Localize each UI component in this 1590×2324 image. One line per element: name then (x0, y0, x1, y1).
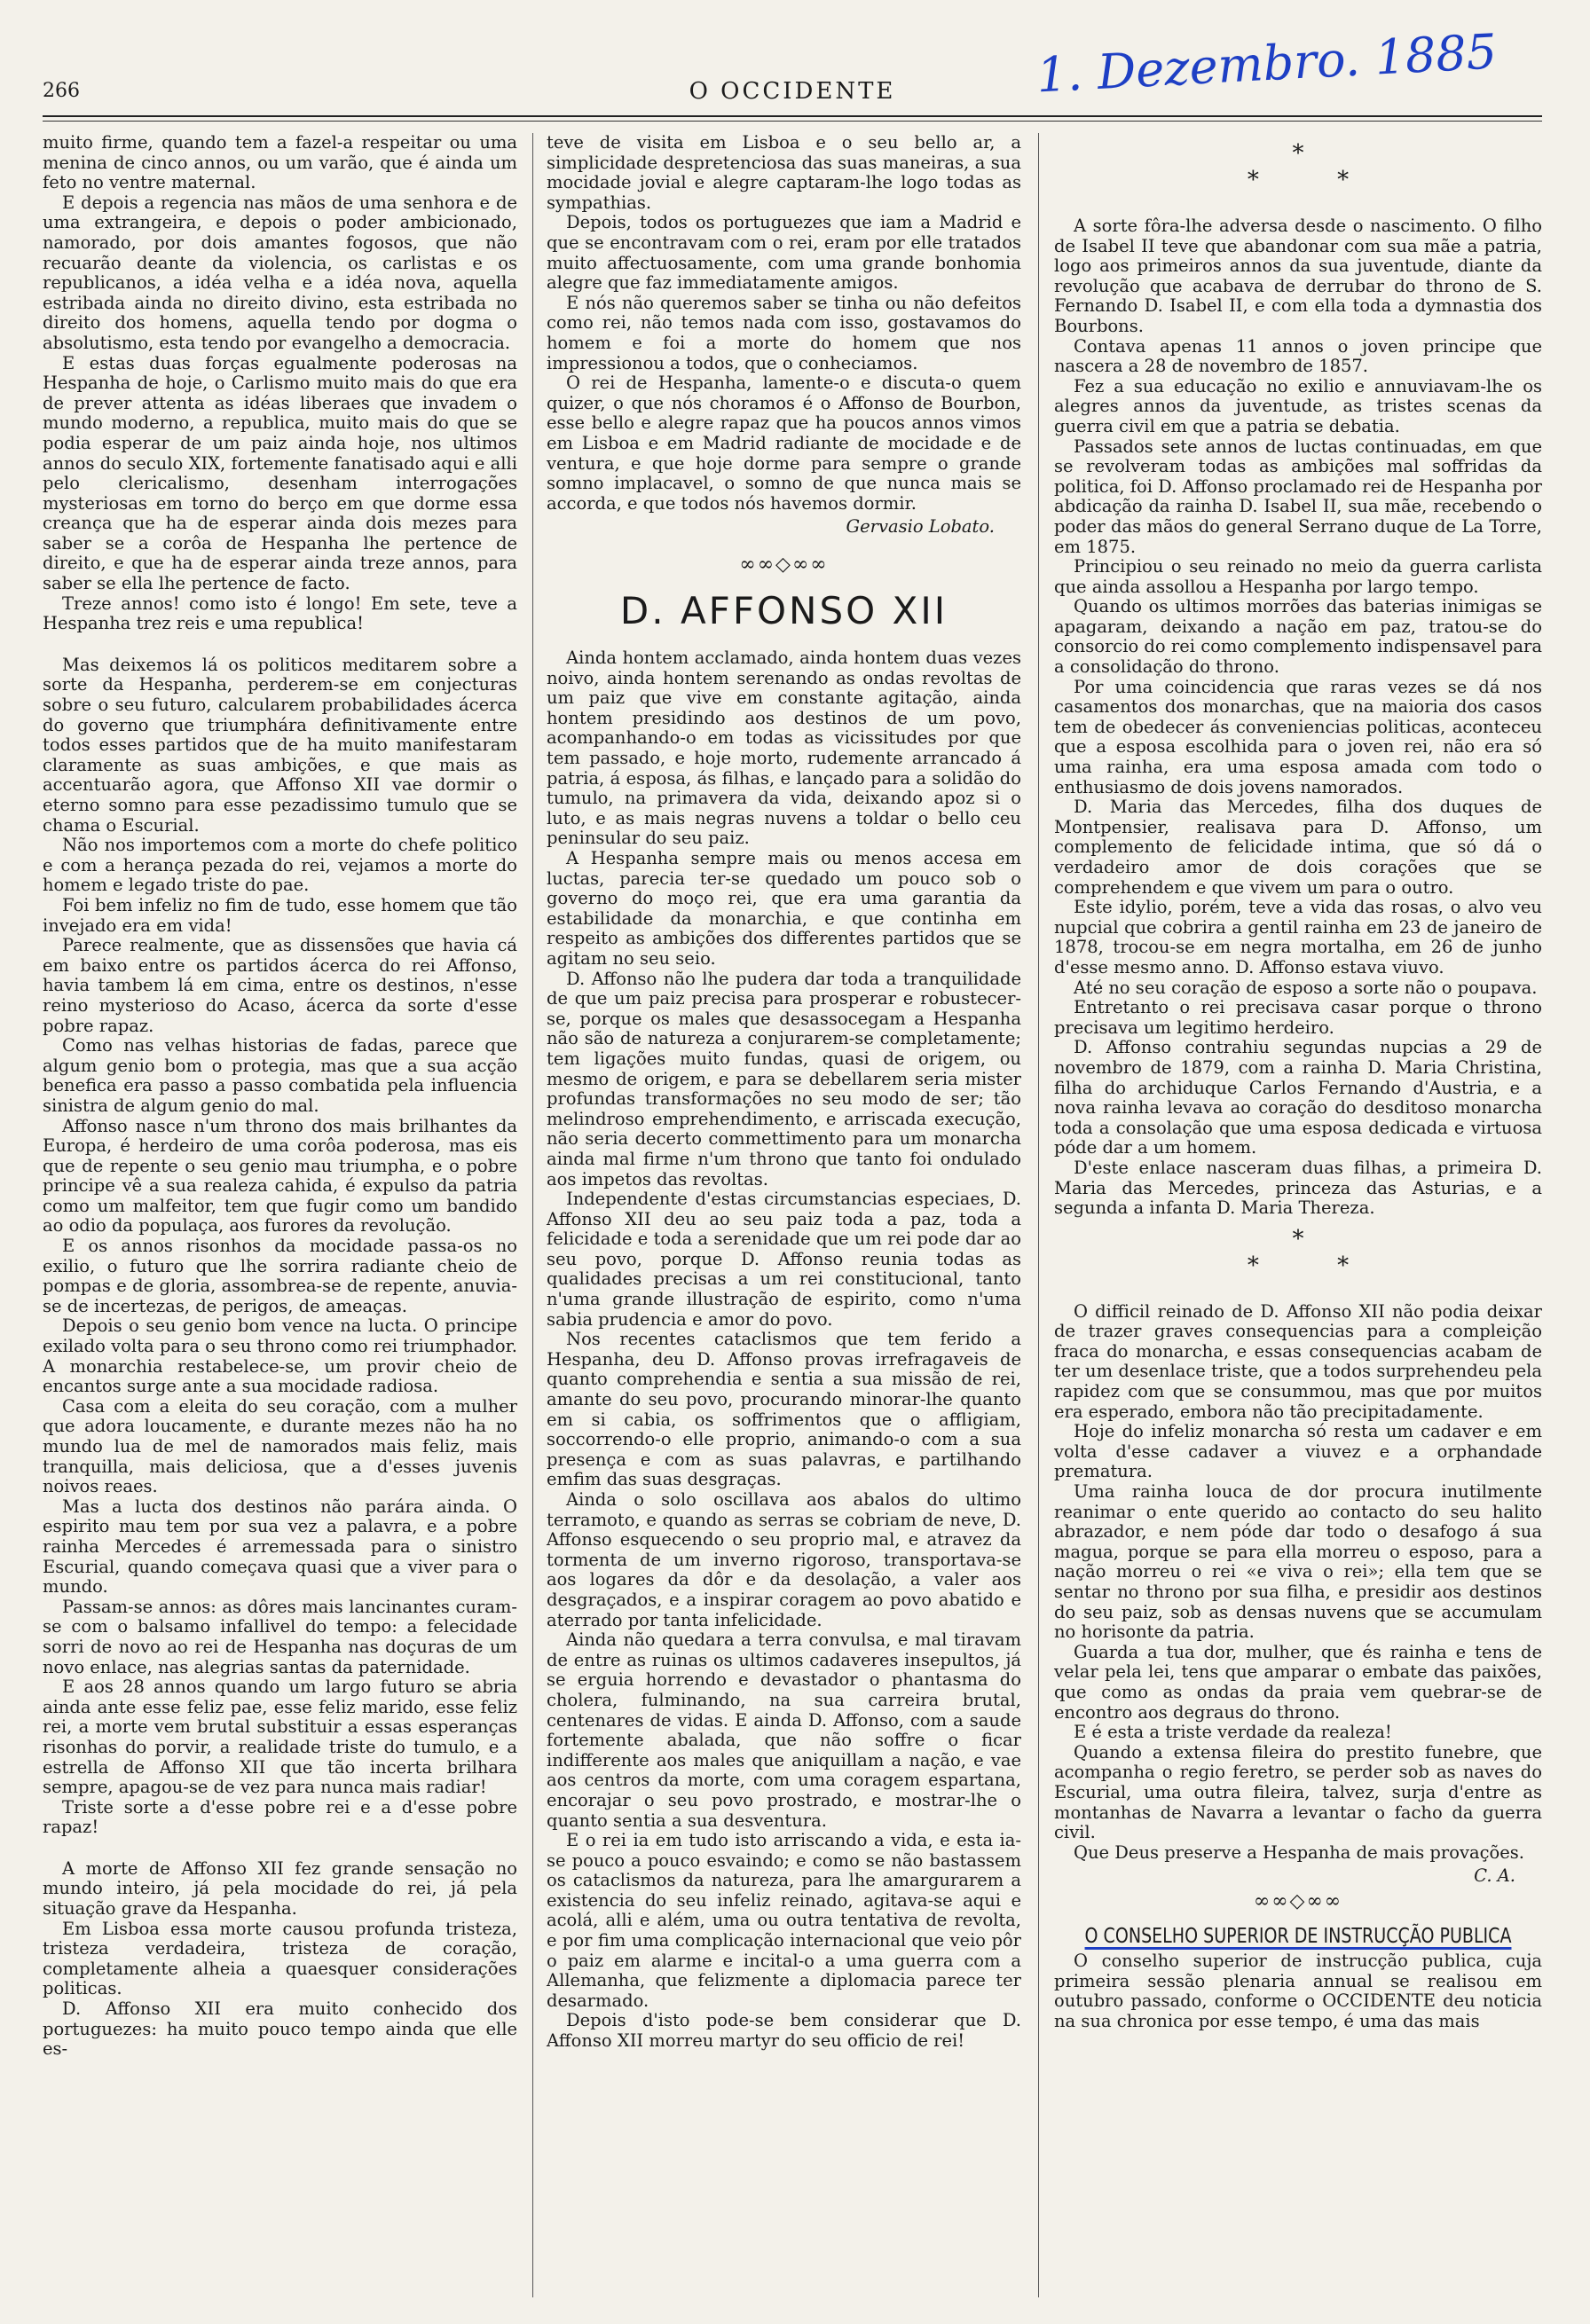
paragraph: E aos 28 annos quando um largo futuro se abria ainda ante esse feliz pae, esse feliz marido, esse feliz rei, a morte vem brutal substituir a essas esperanças risonhas do porvir, a realidade triste do tumulo, e a estrella de Affonso XII que tão incerta brilhara sempre, apagou-se de vez para nunca mais radiar! (43, 1676, 517, 1798)
article-title: D. AFFONSO XII (619, 589, 948, 633)
star-mark: * * (1247, 167, 1385, 193)
paragraph: Por uma coincidencia que raras vezes se dá nos casamentos dos monarchas, que na maioria dos casos tem de obedecer ás conveniencias politicas, aconteceu que a esposa escolhida para o joven rei, não era só uma rainha, era uma esposa amada com todo o enthusiasmo de dois jovens namorados. (1054, 676, 1542, 797)
paragraph: Não nos importemos com a morte do chefe politico e com a herança pezada do rei, vejamos a morte do homem e legado triste do pae. (43, 835, 517, 896)
column-divider (1038, 133, 1039, 2297)
paragraph: O difficil reinado de D. Affonso XII não podia deixar de trazer graves consequencias para a compleição fraca do monarcha, e essas consequencias acabam de ter um desenlace triste, que a todos surprehendeu pela rapidez com que se consummou, mas que por muitos era esperado, embora não tão precipitadamente. (1054, 1300, 1542, 1422)
star-mark: * (1292, 1225, 1304, 1252)
paragraph: Principiou o seu reinado no meio da guerra carlista que ainda assollou a Hespanha por largo tempo. (1054, 556, 1542, 597)
page-header (43, 23, 1542, 106)
paragraph: Nos recentes cataclismos que tem ferido a Hespanha, deu D. Affonso provas irrefragaveis de quanto comprehendia e sentia a sua missão de rei, amante do seu povo, procurando minorar-lhe quanto em si cabia, os soffrimentos que o affligiam, soccorrendo-o elle proprio, animando-o com a sua presença e com as suas palavras, e partilhando emfim das suas desgraças. (547, 1329, 1021, 1490)
paragraph: Hoje do infeliz monarcha só resta um cadaver e em volta d'esse cadaver a viuvez e a orphandade prematura. (1054, 1421, 1542, 1482)
paragraph: Depois d'isto pode-se bem considerar que D. Affonso XII morreu martyr do seu officio de rei! (547, 2010, 1021, 2052)
column-1 (43, 133, 517, 2060)
masthead: O OCCIDENTE (689, 78, 896, 105)
column-divider (532, 133, 533, 2297)
paragraph: A Hespanha sempre mais ou menos accesa em luctas, parecia ter-se quedado um pouco sob o governo do moço rei, que era uma garantia da estabilidade da monarchia, e que continha em respeito as ambições dos differentes partidos que se agitam no seu seio. (547, 848, 1021, 969)
author-signature: Gervasio Lobato. (846, 516, 995, 538)
paragraph: Fez a sua educação no exilio e annuviavam-lhe os alegres annos da juventude, as tristes scenas da guerra civil em que a patria se debatia. (1054, 375, 1542, 436)
header-rule (43, 115, 1542, 117)
paragraph: E os annos risonhos da mocidade passa-os no exilio, o futuro que lhe sorrira radiante cheio de pompas e de gloria, assombrea-se de repente, anuvia-se de incertezas, de perigos, de ameaças. (43, 1236, 517, 1316)
section-heading: O CONSELHO SUPERIOR DE INSTRUCÇÃO PUBLICA (1084, 1924, 1512, 1948)
paragraph: Este idylio, porém, teve a vida das rosas, o alvo veu nupcial que cobrira a gentil rainha em 23 de janeiro de 1878, trocou-se em negra mortalha, em 26 de junho d'esse mesmo anno. D. Affonso estava viuvo. (1054, 897, 1542, 977)
paragraph: Independente d'estas circumstancias especiaes, D. Affonso XII deu ao seu paiz toda a paz, toda a felicidade e toda a serenidade que um rei pode dar ao seu povo, porque D. Affonso reunia todas as qualidades precisas a um rei constitucional, tanto n'uma grande illustração de espirito, como n'uma sabia prudencia e amor do povo. (547, 1189, 1021, 1330)
paragraph: Passados sete annos de luctas continuadas, em que se revolveram todas as ambições mal soffridas da politica, foi D. Affonso proclamado rei de Hespanha por abdicação da rainha D. Isabel II, sua mãe, recebendo o poder das mãos do general Serrano duque de La Torre, em 1875. (1054, 436, 1542, 557)
paragraph: teve de visita em Lisboa e o seu bello ar, a simplicidade despretenciosa das suas maneiras, a sua mocidade jovial e alegre captaram-lhe logo todas as sympathias. (547, 132, 1021, 213)
paragraph: E nós não queremos saber se tinha ou não defeitos como rei, não temos nada com isso, gostavamos do homem e foi a morte do homem que nos impressionou a todos, que o conheciamos. (547, 292, 1021, 373)
paragraph: Depois, todos os portuguezes que iam a Madrid e que se encontravam com o rei, eram por elle tratados muito affectuosamente, com uma grande bonhomia alegre que faz immediatamente amigos. (547, 212, 1021, 294)
paragraph: Ainda hontem acclamado, ainda hontem duas vezes noivo, ainda hontem serenando as ondas revoltas de um paiz que vive em constante agitação, ainda hontem presidindo aos destinos de um povo, acompanhando-o em todas as vicissitudes por que tem passado, e hoje morto, rudemente arrancado á patria, á esposa, ás filhas, e lançado para a solidão do tumulo, na primavera da vida, deixando apoz si o luto, e as mais negras nuvens a toldar o bello ceu peninsular do seu paiz. (547, 648, 1021, 849)
page-number: 266 (43, 80, 80, 102)
paragraph: Affonso nasce n'um throno dos mais brilhantes da Europa, é herdeiro de uma corôa poderosa, mas eis que de repente o seu genio mau triumpha, e o pobre principe vê a sua realeza cahida, é expulso da patria como um malfeitor, tem que fugir como um bandido ao odio da populaça, aos furores da revolução. (43, 1115, 517, 1237)
paragraph: Mas deixemos lá os politicos meditarem sobre a sorte da Hespanha, perderem-se em conjecturas sobre o seu futuro, calcularem probabilidades ácerca do governo que triumphára definitivamente entre todos esses partidos que de ha muito manifestaram claramente as suas ambições, e que mais as accentuarão agora, que Affonso XII vae dormir o eterno somno para esse pezadissimo tumulo que se chama o Escurial. (43, 654, 517, 836)
paragraph: D. Affonso contrahiu segundas nupcias a 29 de novembro de 1879, com a rainha D. Maria Christina, filha do archiduque Carlos Fernando d'Austria, e a nova rainha levava ao coração do desditoso monarcha toda a consolação que uma esposa dedicada e virtuosa póde dar a um homem. (1054, 1037, 1542, 1158)
paragraph: Quando a extensa fileira do prestito funebre, que acompanha o regio feretro, se perder sob as naves do Escurial, uma outra fileira, talvez, surja d'entre as montanhas de Navarra a levantar o facho da guerra civil. (1054, 1741, 1542, 1843)
paragraph: Casa com a eleita do seu coração, com a mulher que adora loucamente, e durante mezes não ha no mundo lua de mel de namorados mais feliz, mais tranquilla, mais deliciosa, que a d'esses juvenis noivos reaes. (43, 1395, 517, 1497)
paragraph: E é esta a triste verdade da realeza! (1074, 1722, 1392, 1743)
paragraph: O rei de Hespanha, lamente-o e discuta-o quem quizer, o que nós choramos é o Affonso de Bourbon, esse bello e alegre rapaz que ha poucos annos vimos em Lisboa e em Madrid radiante de mocidade e de ventura, e que hoje dorme para sempre o grande somno implacavel, o somno de que nunca mais se accorda, e que todos nós havemos dormir. (547, 373, 1021, 514)
paragraph: Uma rainha louca de dor procura inutilmente reanimar o ente querido ao contacto do seu halito abrazador, e nem póde dar todo o desafogo á sua magua, porque se para ella morreu o esposo, para a nação morreu o rei «e viva o rei»; ella tem que se sentar no throno por sua filha, e presidir aos destinos do seu paiz, sob as densas nuvens que se accumulam no horisonte da patria. (1054, 1481, 1542, 1643)
paragraph: D. Maria das Mercedes, filha dos duques de Montpensier, realisava para D. Affonso, um complemento de felicidade intima, que só dá o verdadeiro amor de dois corações que se comprehendem e que vivem um para o outro. (1054, 797, 1542, 898)
paragraph: E depois a regencia nas mãos de uma senhora e de uma extrangeira, e depois o poder ambicionado, namorado, por dois amantes fogosos, que não recuarão deante da violencia, os carlistas e os republicanos, a idéa velha e a idéa nova, aquella estribada ainda no direito divino, esta estribada no direito dos homens, aquella tendo por dogma o absolutismo, esta tendo por evangelho a democracia. (43, 192, 517, 353)
paragraph: Contava apenas 11 annos o joven principe que nascera a 28 de novembro de 1857. (1054, 335, 1542, 377)
header-rule-thin (43, 121, 1542, 122)
paragraph: Triste sorte a d'esse pobre rei e a d'esse pobre rapaz! (43, 1796, 517, 1838)
paragraph: Entretanto o rei precisava casar porque o throno precisava um legitimo herdeiro. (1054, 997, 1542, 1038)
paragraph: Parece realmente, que as dissensões que havia cá em baixo entre os partidos ácerca do rei Affonso, havia tambem lá em cima, entre os destinos, n'esse reino mysterioso do Acaso, ácerca da sorte d'esse pobre rapaz. (43, 935, 517, 1036)
paragraph: E o rei ia em tudo isto arriscando a vida, e esta ia-se pouco a pouco esvaindo; e como se não bastassem os cataclismos da natureza, para lhe amargurarem a existencia do seu infeliz reinado, agitava-se aqui e acolá, alli e além, uma ou outra tentativa de revolta, e por fim uma complicação internacional que veio pôr o paiz em alarme e incital-o a uma guerra com a Allemanha, que felizmente a diplomacia parece ter desarmado. (547, 1830, 1021, 2011)
paragraph: Mas a lucta dos destinos não parára ainda. O espirito mau tem por sua vez a palavra, e a pobre rainha Mercedes é arremessada para o sinistro Escurial, quando começava quasi que a viver para o mundo. (43, 1496, 517, 1598)
paragraph: Quando os ultimos morrões das baterias inimigas se apagaram, deixando a nação em paz, tratou-se do consorcio do rei como complemento indispensavel para a consolidação do throno. (1054, 596, 1542, 678)
author-signature: C. A. (1474, 1865, 1515, 1887)
paragraph: muito firme, quando tem a fazel-a respeitar ou uma menina de cinco annos, ou um varão, que é ainda um feto no ventre maternal. (43, 132, 517, 193)
ornament-divider: ∞∞◇∞∞ (1253, 1889, 1343, 1912)
paragraph: Foi bem infeliz no fim de tudo, esse homem que tão invejado era em vida! (43, 894, 517, 936)
paragraph: Depois o seu genio bom vence na lucta. O principe exilado volta para o seu throno como rei triumphador. A monarchia restabelece-se, um provir cheio de encantos surge ante a sua mocidade radiosa. (43, 1315, 517, 1397)
paragraph: Ainda o solo oscillava aos abalos do ultimo terramoto, e quando as serras se cobriam de neve, D. Affonso esquecendo o seu proprio mal, e atravez da tormenta de um inverno rigoroso, transportava-se aos logares da dôr e da desolação, a valer aos desgraçados, e a inspirar coragem ao povo abatido e aterrado por tanta infelicidade. (547, 1489, 1021, 1630)
paragraph: Em Lisboa essa morte causou profunda tristeza, tristeza verdadeira, tristeza de coração, completamente alheia a quaesquer considerações politicas. (43, 1918, 517, 1999)
paragraph: Que Deus preserve a Hespanha de mais provações. (1074, 1841, 1524, 1863)
column-2 (547, 133, 1021, 2052)
section-stars (1054, 1226, 1542, 1279)
paragraph: Ainda não quedara a terra convulsa, e mal tiravam de entre as ruinas os ultimos cadaveres insepultos, já se erguia horrendo e devastador o phantasma do cholera, fulminando, na sua carreira brutal, centenares de vidas. E ainda D. Affonso, com a saude fortemente abalada, que não soffre o ficar indifferente aos males que aniquillam a nação, e vae aos centros da morte, com uma coragem espartana, encorajar o seu povo prostrado, e mostrar-lhe o quanto sentia a sua desventura. (547, 1629, 1021, 1831)
paragraph: D. Affonso XII era muito conhecido dos portuguezes: ha muito pouco tempo ainda que elle es- (43, 1998, 517, 2060)
paragraph: D. Affonso não lhe pudera dar toda a tranquilidade de que um paiz precisa para prosperar e robustecer-se, porque os males que desassocegam a Hespanha não são de natureza a conjurarem-se completamente; tem ligações muito fundas, quasi de origem, ou mesmo de origem, e para se debellarem seria mister profundas transformações no seu modo de ser; tão melindroso emprehendimento, e arriscada execução, não seria decerto commettimento para um monarcha ainda mal firme n'um throno que tanto foi ondulado aos impetos das revoltas. (547, 968, 1021, 1189)
paragraph: A morte de Affonso XII fez grande sensação no mundo inteiro, já pela mocidade do rei, já pela situação grave da Hespanha. (43, 1857, 517, 1920)
ornament-divider: ∞∞◇∞∞ (739, 553, 829, 576)
paragraph: E estas duas forças egualmente poderosas na Hespanha de hoje, o Carlismo muito mais do que era de prever attenta as idéas liberaes que invadem o mundo moderno, a republica, muito mais do que se podia esperar de um paiz ainda hoje, nos ultimos annos do seculo XIX, fortemente fanatisado aqui e alli pelo clericalismo, desenham interrogações mysteriosas em torno do berço em que dorme essa creança que ha de esperar ainda dois mezes para saber se a corôa de Hespanha lhe pertence de direito, e que ha de esperar ainda treze annos, para saber se ella lhe pertence de facto. (43, 352, 517, 594)
paragraph: O conselho superior de instrucção publica, cuja primeira sessão plenaria annual se realisou em outubro passado, conforme o OCCIDENTE deu noticia na sua chronica por esse tempo, é uma das mais (1054, 1951, 1542, 2031)
paragraph: Como nas velhas historias de fadas, parece que algum genio bom o protegia, mas que a sua acção benefica era passo a passo combatida pela influencia sinistra de algum genio do mal. (43, 1035, 517, 1116)
paragraph: Até no seu coração de esposo a sorte não o poupava. (1074, 977, 1538, 998)
section-stars (1054, 140, 1542, 193)
paragraph: Guarda a tua dor, mulher, que és rainha e tens de velar pela lei, tens que amparar o embate das paixões, que como as ondas da praia vem quebrar-se de encontro aos degraus do throno. (1054, 1641, 1542, 1723)
handwritten-date-note: 1. Dezembro. 1885 (1035, 23, 1499, 104)
paragraph: D'este enlace nasceram duas filhas, a primeira D. Maria das Mercedes, princeza das Asturias, e a segunda a infanta D. Maria Thereza. (1054, 1157, 1542, 1219)
paragraph: A sorte fôra-lhe adversa desde o nascimento. O filho de Isabel II teve que abandonar com sua mãe a patria, logo aos primeiros annos da sua juventude, diante da revolução que acabava de derrubar do throno de S. Fernando D. Isabel II, e com ella toda a dymnastia dos Bourbons. (1054, 216, 1542, 336)
paragraph: Treze annos! como isto é longo! Em sete, teve a Hespanha trez reis e uma republica! (43, 593, 517, 634)
column-3 (1054, 133, 1542, 2031)
paragraph: Passam-se annos: as dôres mais lancinantes curam-se com o balsamo infallivel do tempo: a felecidade sorri de novo ao rei de Hespanha nas doçuras de um novo enlace, nas alegrias santas da paternidade. (43, 1596, 517, 1677)
star-mark: * (1292, 140, 1304, 167)
star-mark: * * (1247, 1252, 1385, 1279)
